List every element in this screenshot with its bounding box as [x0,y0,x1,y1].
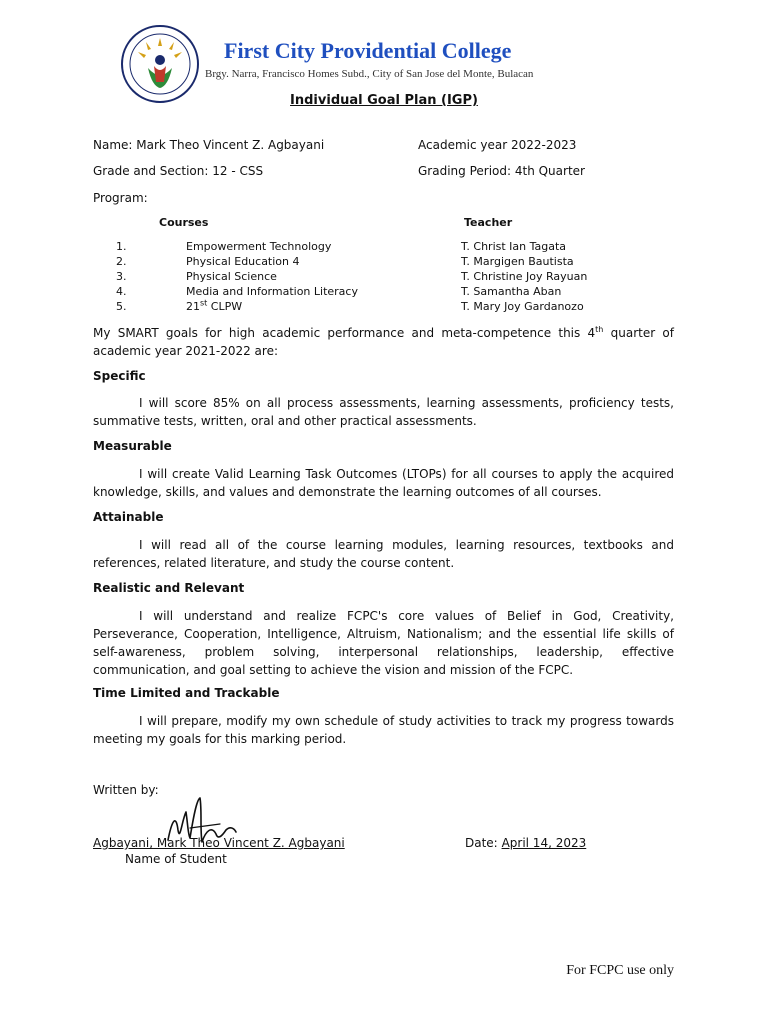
course-name: Physical Science [186,270,277,283]
course-name-prefix: 21 [186,300,200,313]
written-by-label: Written by: [93,783,159,797]
intro-text-after: quarter of academic year 2021-2022 are: [93,326,674,358]
course-number: 1. [116,240,127,253]
course-teacher: T. Samantha Aban [461,285,562,298]
course-teacher: T. Christine Joy Rayuan [461,270,588,283]
college-name: First City Providential College [224,38,512,63]
section-text-specific: I will score 85% on all process assessments, learning assessments, proficiency tests, summative tests, written, oral and other practical assessments. [93,396,674,428]
date-value: April 14, 2023 [501,836,587,850]
course-number: 4. [116,285,127,298]
course-number: 2. [116,255,127,268]
course-number: 5. [116,300,127,313]
section-heading-specific: Specific [93,369,146,383]
college-seal-logo [120,24,200,104]
course-name [186,300,242,313]
course-list [0,240,768,315]
name-of-student-label: Name of Student [125,852,227,866]
program-label: Program: [93,191,148,205]
course-teacher: T. Margigen Bautista [461,255,574,268]
grade-section-field: Grade and Section: 12 - CSS [93,164,264,178]
intro-superscript: th [595,325,604,334]
section-heading-realistic: Realistic and Relevant [93,581,245,595]
course-name: Media and Information Literacy [186,285,358,298]
course-name: Physical Education 4 [186,255,300,268]
course-teacher: T. Christ Ian Tagata [461,240,567,253]
date-label: Date: [465,836,498,850]
for-fcpc-use-only: For FCPC use only [566,963,674,978]
section-text-measurable: I will create Valid Learning Task Outcomes (LTOPs) for all courses to apply the acquired knowledge, skills, and values and demonstrate the learning outcomes of all courses. [93,467,674,499]
student-full-name: Agbayani, Mark Theo Vincent Z. Agbayani [93,836,345,850]
document-title: Individual Goal Plan (IGP) [290,93,478,108]
college-address: Brgy. Narra, Francisco Homes Subd., City of San Jose del Monte, Bulacan [205,68,534,80]
teacher-column-header: Teacher [464,216,513,229]
section-text-time-limited: I will prepare, modify my own schedule of study activities to track my progress towards meeting my goals for this marking period. [93,714,674,746]
courses-column-header: Courses [159,216,209,229]
course-teacher: T. Mary Joy Gardanozo [461,300,584,313]
course-name-suffix: CLPW [207,300,243,313]
academic-year-field: Academic year 2022-2023 [418,138,577,152]
section-heading-attainable: Attainable [93,510,164,524]
intro-paragraph [93,324,674,360]
intro-text-before: My SMART goals for high academic performance and meta-competence this 4 [93,326,596,340]
date-field [465,836,586,850]
course-number: 3. [116,270,127,283]
course-name: Empowerment Technology [186,240,332,253]
course-name-superscript: st [200,298,208,308]
section-text-attainable: I will read all of the course learning modules, learning resources, textbooks and references, related literature, and study the course content. [93,538,674,570]
section-heading-time-limited: Time Limited and Trackable [93,686,280,700]
section-heading-measurable: Measurable [93,439,172,453]
student-name-field: Name: Mark Theo Vincent Z. Agbayani [93,138,325,152]
grading-period-field: Grading Period: 4th Quarter [418,164,585,178]
section-text-realistic: I will understand and realize FCPC's core values of Belief in God, Creativity, Perseverance, Cooperation, Intelligence, Altruism, Nationalism; and the essential life skills of self-awareness, problem solving, interpersonal relationships, leadership, effective communication, and goal setting to achieve the vision and mission of the FCPC. [93,609,674,677]
